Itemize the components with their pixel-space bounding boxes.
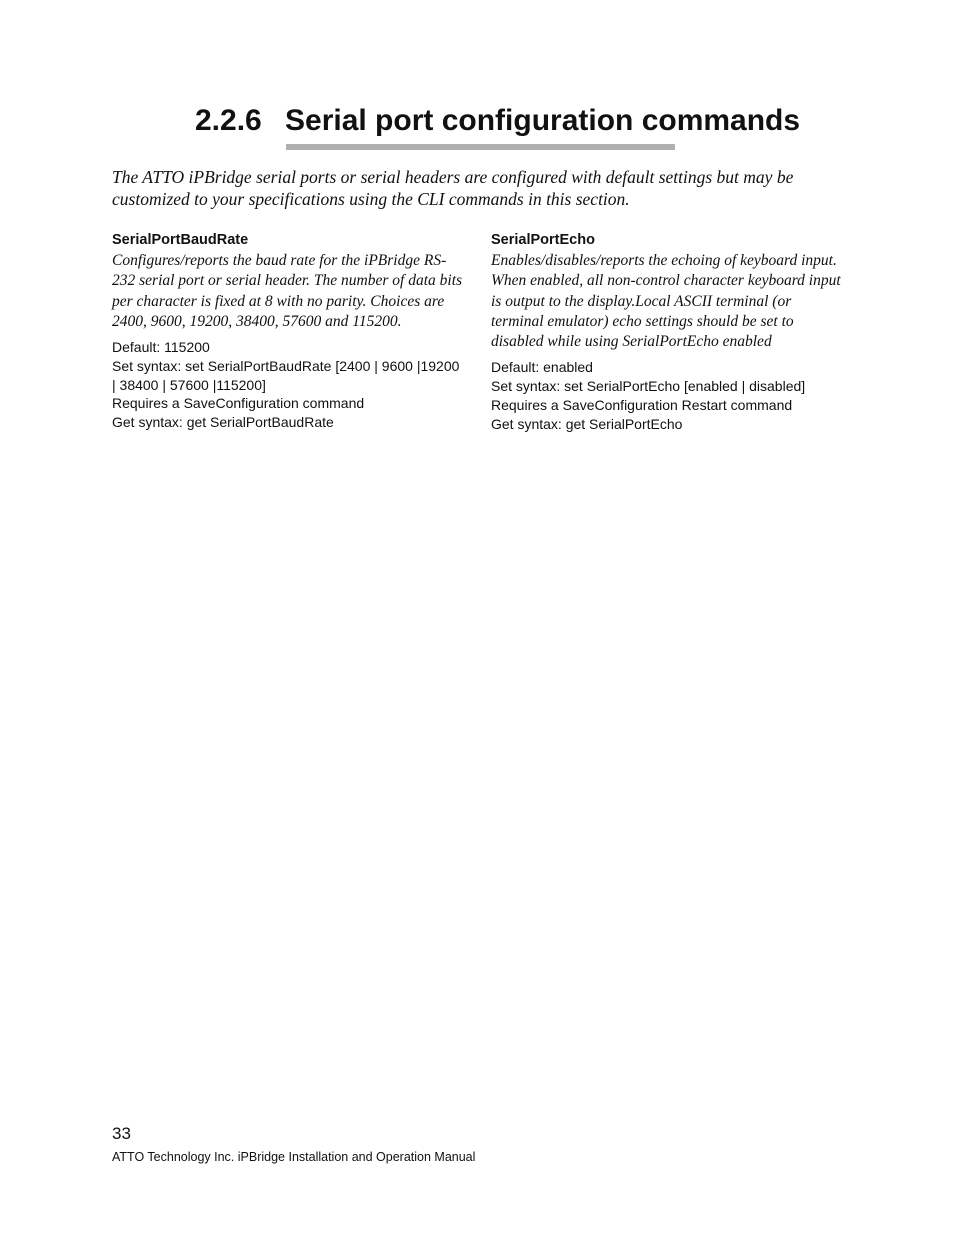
heading-underline xyxy=(286,144,675,150)
command-default: Default: enabled xyxy=(491,359,593,376)
section-number: 2.2.6 xyxy=(195,104,262,137)
command-title: SerialPortEcho xyxy=(491,232,595,248)
command-set-syntax: Set syntax: set SerialPortEcho [enabled | disabled] xyxy=(491,378,806,395)
section-heading xyxy=(195,100,800,142)
command-description: Enables/disables/reports the echoing of keyboard input. When enabled, all non-control character keyboard input is output to the display.Local ASCII terminal (or terminal emulator) echo settings should be set to disabled while using SerialPortEcho enabled xyxy=(491,252,841,351)
command-requirement: Requires a SaveConfiguration command xyxy=(112,395,365,412)
page-number: 33 xyxy=(112,1124,131,1143)
command-description: Configures/reports the baud rate for the iPBridge RS-232 serial port or serial header. The number of data bits per character is fixed at 8 with no parity. Choices are 2400, 9600, 19200, 38400, 57600 and 115200. xyxy=(112,252,463,330)
command-get-syntax: Get syntax: get SerialPortBaudRate xyxy=(112,414,334,430)
command-title: SerialPortBaudRate xyxy=(112,232,249,248)
footer-text: ATTO Technology Inc. iPBridge Installation and Operation Manual xyxy=(112,1150,476,1164)
command-set-syntax: Set syntax: set SerialPortBaudRate [2400 | 9600 |19200 | 38400 | 57600 |115200] xyxy=(112,357,460,393)
command-serialportbaudrate xyxy=(112,231,464,432)
command-default: Default: 115200 xyxy=(112,339,210,356)
command-get-syntax: Get syntax: get SerialPortEcho xyxy=(491,415,683,432)
section-intro: The ATTO iPBridge serial ports or serial headers are configured with default settings but may be customized to your specifications using the CLI commands in this section. xyxy=(112,167,794,209)
section-title: Serial port configuration commands xyxy=(285,104,801,137)
command-serialportecho xyxy=(491,231,843,433)
command-requirement: Requires a SaveConfiguration Restart command xyxy=(491,396,793,413)
